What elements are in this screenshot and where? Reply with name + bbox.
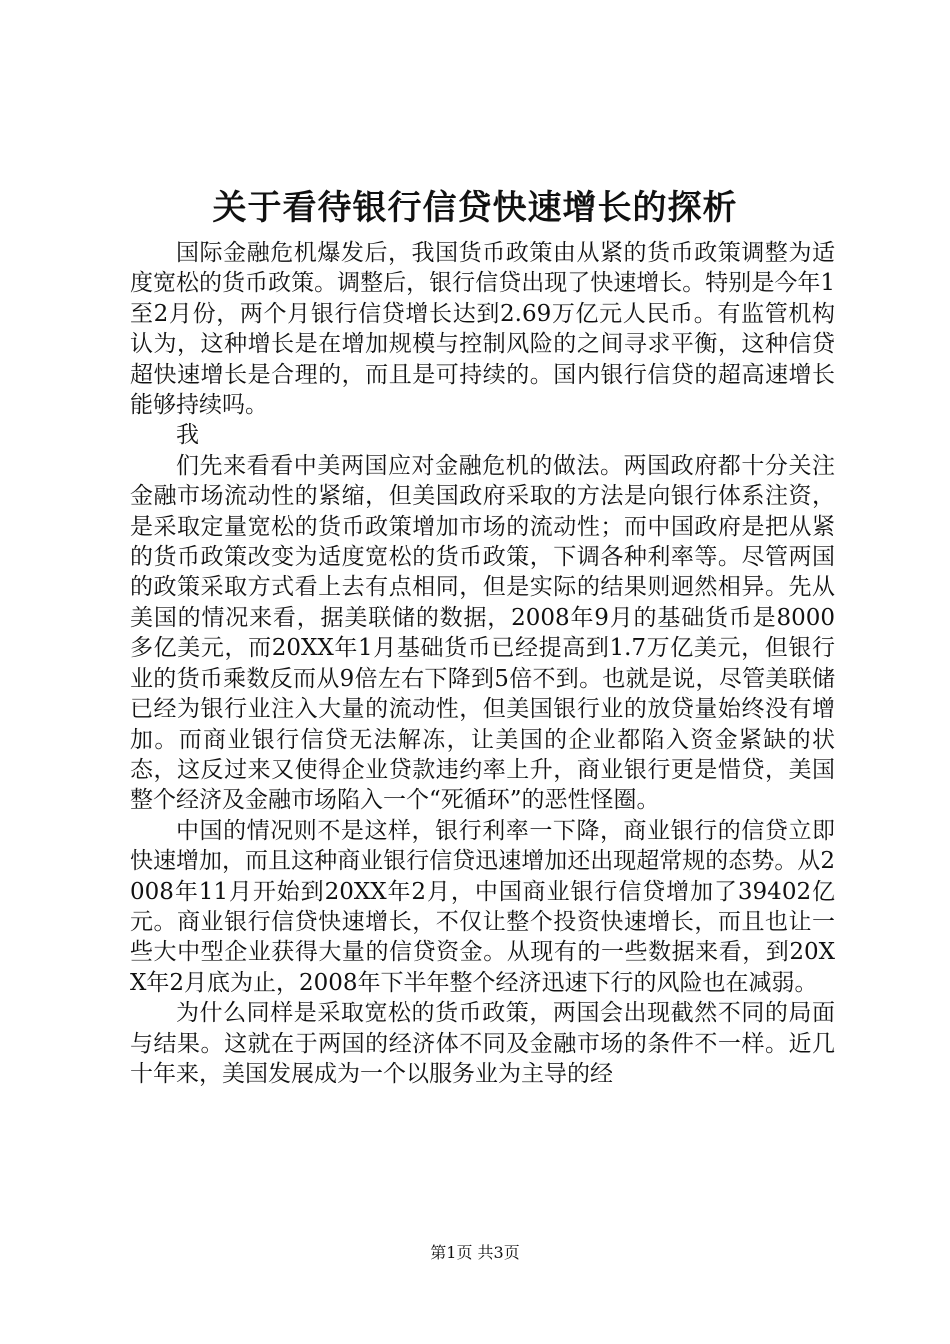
document-title: 关于看待银行信贷快速增长的探析 (212, 188, 738, 228)
paragraph-why-different: 为什么同样是采取宽松的货币政策，两国会出现截然不同的局面与结果。这就在于两国的经济体不同及金融市场的条件不一样。近几十年来，美国发展成为一个以服务业为主导的经 (130, 1000, 835, 1087)
document-body (130, 238, 835, 1089)
paragraph-china-situation: 中国的情况则不是这样，银行利率一下降，商业银行的信贷立即快速增加，而且这种商业银行信贷迅速增加还出现超常规的态势。从2008年11月开始到20XX年2月，中国商业银行信贷增加了39402亿元。商业银行信贷快速增长，不仅让整个投资快速增长，而且也让一些大中型企业获得大量的信贷资金。从现有的一些数据来看，到20XX年2月底为止，2008年下半年整个经济迅速下行的风险也在减弱。 (130, 817, 835, 996)
page-footer: 第1页 共3页 (430, 1243, 520, 1262)
paragraph-fragment: 我 (176, 422, 199, 449)
paragraph-us-china-comparison: 们先来看看中美两国应对金融危机的做法。两国政府都十分关注金融市场流动性的紧缩，但美国政府采取的方法是向银行体系注资，是采取定量宽松的货币政策增加市场的流动性；而中国政府是把从紧的货币政策改变为适度宽松的货币政策，下调各种利率等。尽管两国的政策采取方式看上去有点相同，但是实际的结果则迥然相异。先从美国的情况来看，据美联储的数据，2008年9月的基础货币是8000多亿美元，而20XX年1月基础货币已经提高到1.7万亿美元，但银行业的货币乘数反而从9倍左右下降到5倍不到。也就是说，尽管美联储已经为银行业注入大量的流动性，但美国银行业的放贷量始终没有增加。而商业银行信贷无法解冻，让美国的企业都陷入资金紧缺的状态，这反过来又使得企业贷款违约率上升，商业银行更是惜贷，美国整个经济及金融市场陷入一个“死循环”的恶性怪圈。 (130, 452, 835, 814)
paragraph-intro: 国际金融危机爆发后，我国货币政策由从紧的货币政策调整为适度宽松的货币政策。调整后，银行信贷出现了快速增长。特别是今年1至2月份，两个月银行信贷增长达到2.69万亿元人民币。有监管机构认为，这种增长是在增加规模与控制风险的之间寻求平衡，这种信贷超快速增长是合理的，而且是可持续的。国内银行信贷的超高速增长能够持续吗。 (130, 240, 835, 419)
